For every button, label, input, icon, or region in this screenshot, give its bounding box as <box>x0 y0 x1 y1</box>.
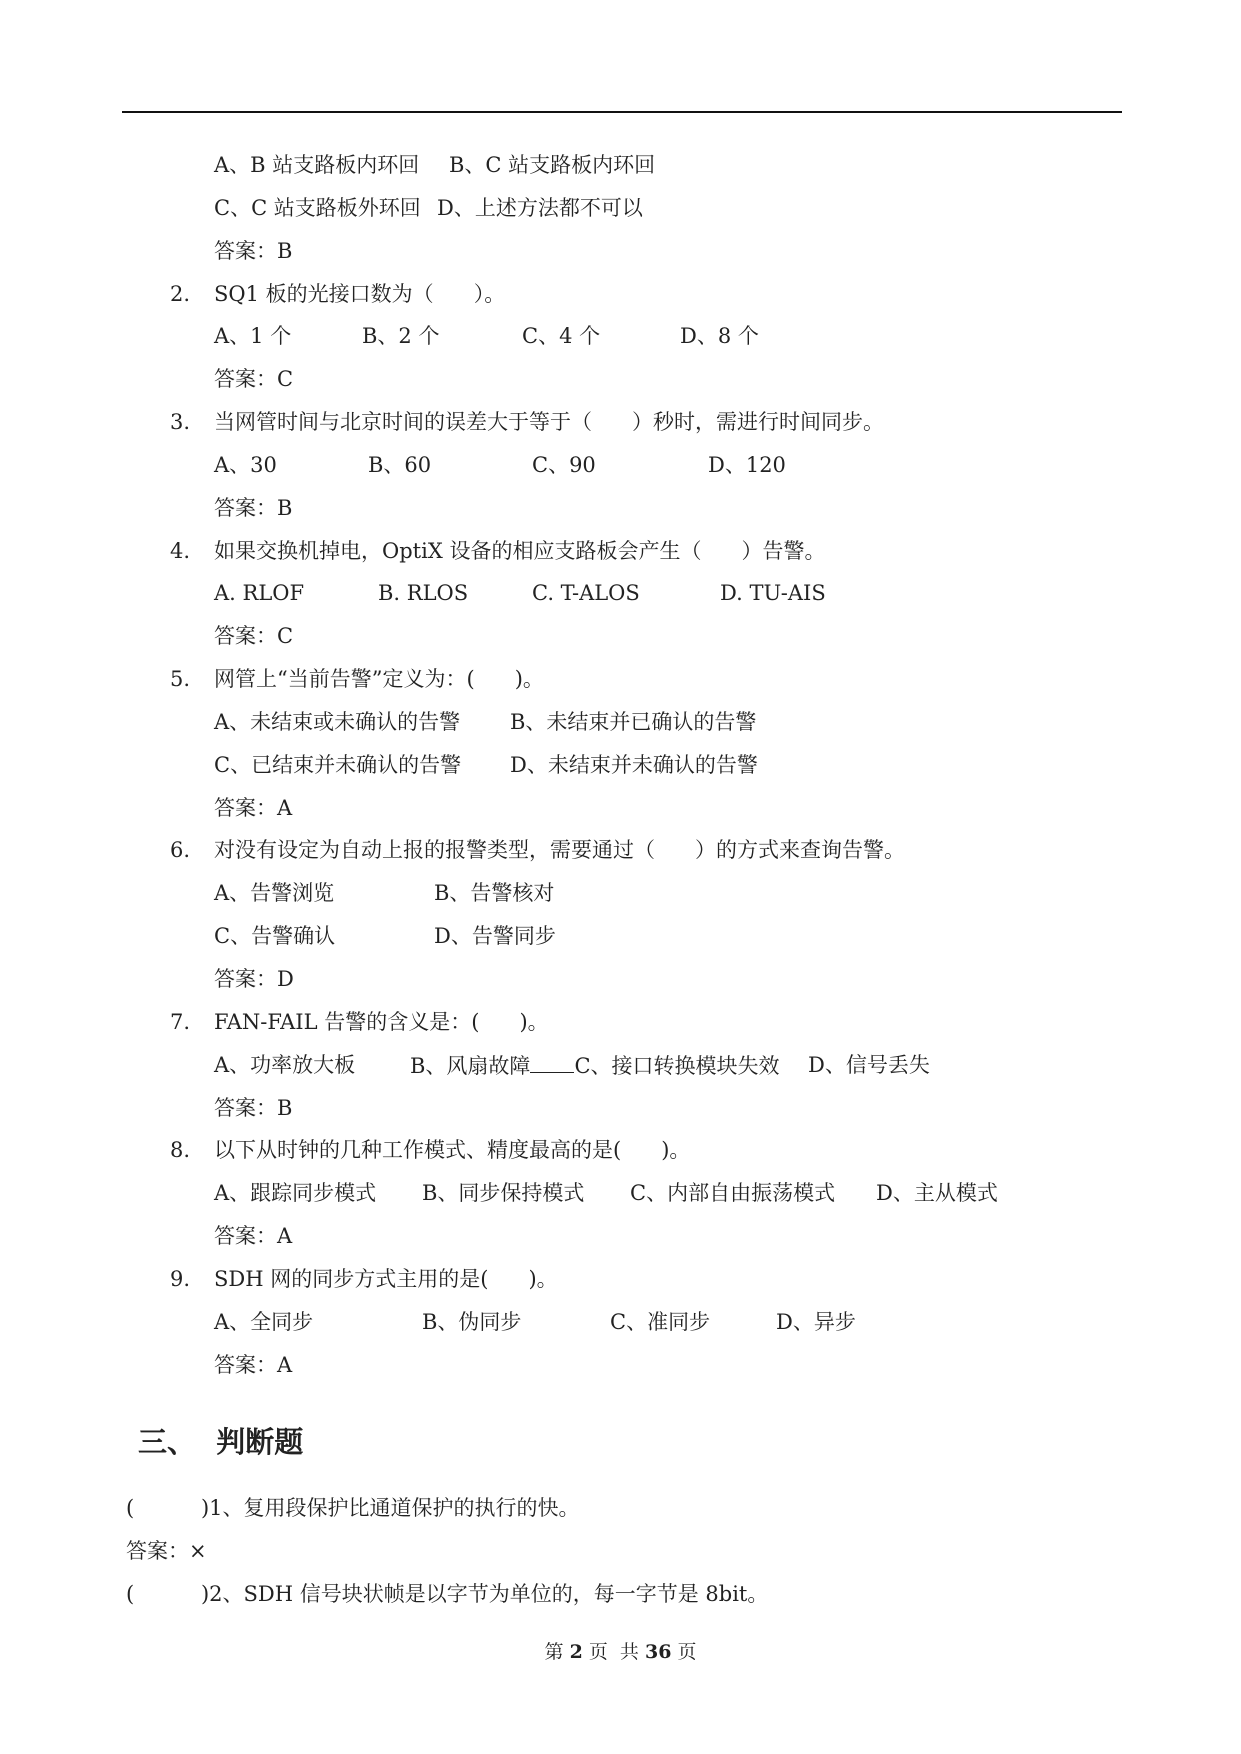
q1-option-b: B、C 站支路板内环回 <box>449 153 656 177</box>
q5-option-c: C、已结束并未确认的告警 <box>214 753 462 777</box>
q6-answer: 答案：D <box>214 967 294 991</box>
q1-option-c: C、C 站支路板外环回 <box>214 196 421 220</box>
q2-option-b: B、2 个 <box>362 324 440 348</box>
q9-answer: 答案：A <box>214 1353 293 1377</box>
q4-option-c: C. T-ALOS <box>532 581 640 605</box>
q7-option-b-group <box>410 1052 780 1079</box>
q7-option-a: A、功率放大板 <box>214 1053 356 1077</box>
tf-answer-1: 答案：× <box>126 1539 207 1563</box>
q6-option-a: A、告警浏览 <box>214 881 335 905</box>
q7-stem: FAN-FAIL 告警的含义是：( )。 <box>214 1010 549 1034</box>
footer-prefix: 第 <box>544 1641 570 1663</box>
q1-option-a: A、B 站支路板内环回 <box>214 153 420 177</box>
q9-option-d: D、异步 <box>776 1310 856 1334</box>
q3-options <box>214 452 1114 478</box>
q9-option-c: C、准同步 <box>610 1310 711 1334</box>
q7-option-c: C、接口转换模块失效 <box>574 1054 780 1078</box>
q6-option-b: B、告警核对 <box>434 881 555 905</box>
q6-options-row2 <box>214 923 1114 949</box>
q9-stem: SDH 网的同步方式主用的是( )。 <box>214 1267 558 1291</box>
answer-blank-underline <box>530 1052 574 1073</box>
section-heading-true-false: 三、 判断题 <box>138 1425 304 1459</box>
q8-options <box>214 1180 1114 1206</box>
q1-options-row2 <box>214 195 1114 221</box>
q4-options <box>214 580 1114 606</box>
q7-option-d: D、信号丢失 <box>808 1053 930 1077</box>
q7-number: 7. <box>170 1010 191 1034</box>
q2-answer: 答案：C <box>214 367 294 391</box>
q9-options <box>214 1309 1114 1335</box>
q3-option-d: D、120 <box>708 453 786 477</box>
q4-option-b: B. RLOS <box>378 581 469 605</box>
q2-number: 2. <box>170 282 191 306</box>
q8-stem: 以下从时钟的几种工作模式、精度最高的是( )。 <box>214 1138 691 1162</box>
q3-option-a: A、30 <box>214 453 277 477</box>
q4-option-a: A. RLOF <box>214 581 305 605</box>
q2-option-d: D、8 个 <box>680 324 759 348</box>
tf-item-2: ( )2、SDH 信号块状帧是以字节为单位的，每一字节是 8bit。 <box>126 1582 769 1606</box>
q7-options <box>214 1052 1114 1078</box>
q6-option-c: C、告警确认 <box>214 924 336 948</box>
q4-option-d: D. TU-AIS <box>720 581 826 605</box>
q4-answer: 答案：C <box>214 624 294 648</box>
q8-option-c: C、内部自由振荡模式 <box>630 1181 836 1205</box>
current-page-number: 2 <box>569 1641 583 1663</box>
total-page-count: 36 <box>644 1641 672 1663</box>
footer-middle: 页 共 <box>582 1641 645 1663</box>
q6-number: 6. <box>170 838 191 862</box>
q8-number: 8. <box>170 1138 191 1162</box>
q8-option-a: A、跟踪同步模式 <box>214 1181 377 1205</box>
q1-option-d: D、上述方法都不可以 <box>437 196 643 220</box>
q3-stem: 当网管时间与北京时间的误差大于等于（ ）秒时，需进行时间同步。 <box>214 410 885 434</box>
q2-option-c: C、4 个 <box>522 324 601 348</box>
q8-answer: 答案：A <box>214 1224 293 1248</box>
q5-option-b: B、未结束并已确认的告警 <box>510 710 757 734</box>
q1-answer: 答案：B <box>214 239 293 263</box>
q3-option-c: C、90 <box>532 453 596 477</box>
q5-number: 5. <box>170 667 191 691</box>
q5-answer: 答案：A <box>214 796 293 820</box>
q3-number: 3. <box>170 410 191 434</box>
q2-options <box>214 323 1114 349</box>
q4-stem: 如果交换机掉电，OptiX 设备的相应支路板会产生（ ）告警。 <box>214 539 826 563</box>
q5-options-row1 <box>214 709 1114 735</box>
q4-number: 4. <box>170 539 191 563</box>
q5-stem: 网管上“当前告警”定义为：( )。 <box>214 667 544 691</box>
q8-option-d: D、主从模式 <box>876 1181 998 1205</box>
q5-option-a: A、未结束或未确认的告警 <box>214 710 461 734</box>
q5-option-d: D、未结束并未确认的告警 <box>510 753 758 777</box>
q7-option-b: B、风扇故障 <box>410 1054 531 1078</box>
q6-option-d: D、告警同步 <box>434 924 556 948</box>
footer-suffix: 页 <box>671 1641 697 1663</box>
q9-number: 9. <box>170 1267 191 1291</box>
q6-stem: 对没有设定为自动上报的报警类型，需要通过（ ）的方式来查询告警。 <box>214 838 906 862</box>
q1-options-row1 <box>214 152 1114 178</box>
tf-item-1: ( )1、复用段保护比通道保护的执行的快。 <box>126 1496 580 1520</box>
q3-answer: 答案：B <box>214 496 293 520</box>
q5-options-row2 <box>214 752 1114 778</box>
q2-stem: SQ1 板的光接口数为（ ）。 <box>214 282 506 306</box>
page-footer <box>0 1640 1241 1664</box>
q8-option-b: B、同步保持模式 <box>422 1181 585 1205</box>
header-rule <box>122 111 1122 113</box>
q6-options-row1 <box>214 880 1114 906</box>
q9-option-b: B、伪同步 <box>422 1310 522 1334</box>
q3-option-b: B、60 <box>368 453 432 477</box>
q2-option-a: A、1 个 <box>214 324 292 348</box>
q7-answer: 答案：B <box>214 1096 293 1120</box>
q9-option-a: A、全同步 <box>214 1310 314 1334</box>
